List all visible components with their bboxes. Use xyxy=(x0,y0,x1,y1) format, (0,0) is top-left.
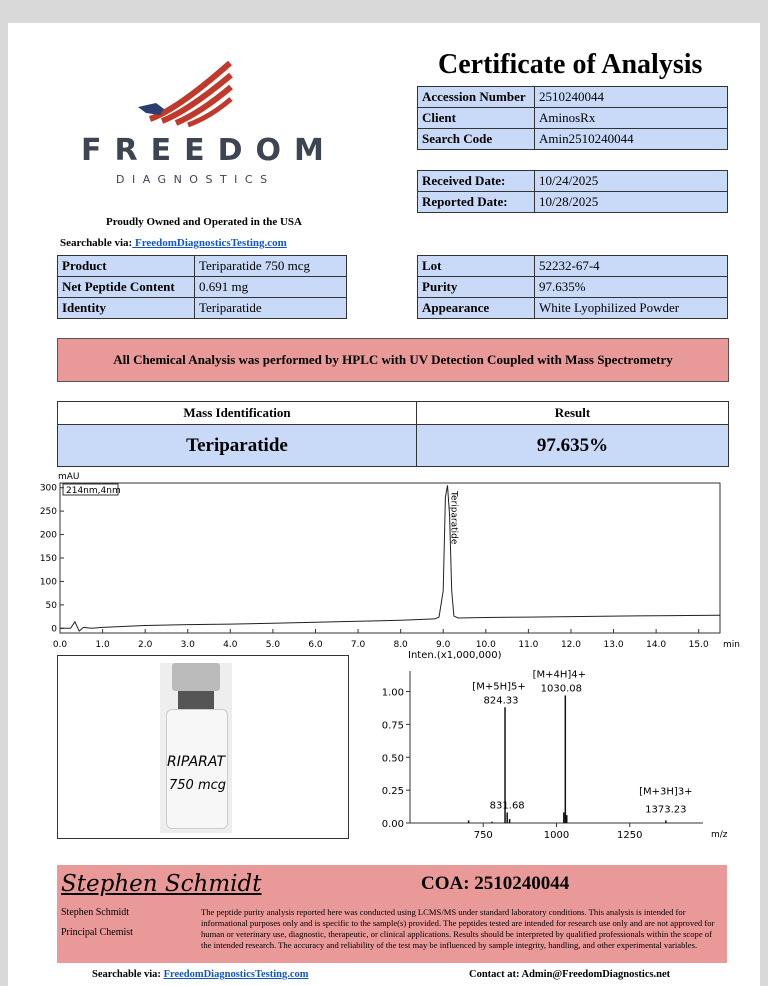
vial-neck xyxy=(178,691,214,709)
chemist-role: Principal Chemist xyxy=(61,927,133,938)
analysis-banner: All Chemical Analysis was performed by HPLC with UV Detection Coupled with Mass Spectrometry xyxy=(57,338,729,382)
logo-subtitle: DIAGNOSTICS xyxy=(116,173,275,186)
hplc-y-tick-label: 0 xyxy=(51,624,57,635)
hplc-x-tick-label: 4.0 xyxy=(223,640,238,647)
hplc-trace xyxy=(60,485,720,631)
ms-x-tick-label: 1000 xyxy=(543,830,570,841)
hplc-x-unit: min xyxy=(723,640,740,647)
signature: Stephen Schmidt xyxy=(61,871,262,897)
vial-body xyxy=(166,709,228,829)
logo-wordmark: FREEDOM xyxy=(81,133,337,168)
ms-y-tick-label: 0.00 xyxy=(381,819,404,830)
tagline: Proudly Owned and Operated in the USA xyxy=(106,216,302,228)
hplc-y-tick-label: 100 xyxy=(39,577,57,588)
hplc-x-tick-label: 13.0 xyxy=(603,640,624,647)
hplc-x-tick-label: 6.0 xyxy=(308,640,323,647)
hplc-y-unit: mAU xyxy=(58,472,80,482)
hplc-x-tick-label: 9.0 xyxy=(436,640,451,647)
hplc-plot-frame xyxy=(60,483,720,633)
ms-mz-label: 1373.23 xyxy=(645,804,687,816)
ms-mz-label: 824.33 xyxy=(483,695,519,707)
results-identity: Teriparatide xyxy=(58,425,417,466)
results-purity: 97.635% xyxy=(417,425,728,466)
hplc-x-tick-label: 10.0 xyxy=(475,640,496,647)
ms-y-tick-label: 0.25 xyxy=(381,786,404,798)
ms-x-tick-label: 1250 xyxy=(617,830,643,841)
hplc-x-tick-label: 5.0 xyxy=(265,640,281,647)
lot-table: Lot 52232-67-4 Purity 97.635% Appearance White Lyophilized Powder xyxy=(417,255,728,319)
ms-ion-label: [M+3H]3+ xyxy=(639,786,693,798)
ms-mz-label: 1030.08 xyxy=(540,683,582,695)
footer-panel xyxy=(57,865,727,963)
ms-mz-label: 831.68 xyxy=(489,800,525,812)
hplc-x-tick-label: 7.0 xyxy=(350,640,366,647)
results-header-mass: Mass Identification xyxy=(58,402,417,425)
hplc-x-tick-label: 15.0 xyxy=(688,640,709,647)
ms-y-tick-label: 1.00 xyxy=(381,687,404,699)
hplc-y-tick-label: 150 xyxy=(39,554,57,564)
eagle-flag-logo-icon xyxy=(138,61,238,131)
ms-y-tick-label: 0.75 xyxy=(381,720,404,732)
ms-x-unit: m/z xyxy=(711,830,728,840)
ms-y-tick-label: 0.50 xyxy=(381,753,404,765)
hplc-x-tick-label: 2.0 xyxy=(137,640,153,647)
ms-ion-label: [M+5H]5+ xyxy=(472,681,526,693)
hplc-peak-label: Teriparatide xyxy=(448,491,459,545)
vial-photo xyxy=(160,663,232,833)
certificate-page xyxy=(8,23,760,986)
hplc-x-tick-label: 8.0 xyxy=(393,640,408,647)
results-table xyxy=(57,401,729,467)
mass-spectrum-chart xyxy=(358,651,738,851)
product-table: Product Teriparatide 750 mcg Net Peptide Content 0.691 mg Identity Teriparatide xyxy=(57,255,347,319)
results-header-result: Result xyxy=(417,402,728,425)
footer-website-link[interactable]: FreedomDiagnosticsTesting.com xyxy=(163,969,309,980)
hplc-y-tick-label: 300 xyxy=(39,483,57,494)
hplc-chromatogram xyxy=(8,467,760,647)
vial-label-line1: RIPARAT xyxy=(167,754,226,770)
ms-y-label: Inten.(x1,000,000) xyxy=(408,651,502,661)
vial-photo-frame xyxy=(57,655,349,839)
page-title: Certificate of Analysis xyxy=(438,49,703,80)
hplc-y-tick-label: 200 xyxy=(39,530,57,541)
hplc-y-tick-label: 50 xyxy=(45,600,57,611)
chemist-name: Stephen Schmidt xyxy=(61,907,130,918)
ms-ion-label: [M+4H]4+ xyxy=(532,669,587,681)
vial-label-line2: 750 mcg xyxy=(169,778,227,793)
accession-table: Accession Number 2510240044 Client AminosRx Search Code Amin2510240044 xyxy=(417,86,728,150)
dates-table: Received Date: 10/24/2025 Reported Date: 10/28/2025 xyxy=(417,170,728,213)
hplc-channel-label: 214nm,4nm xyxy=(66,486,121,496)
hplc-x-tick-label: 0.0 xyxy=(52,640,68,647)
hplc-x-tick-label: 1.0 xyxy=(95,640,110,647)
disclaimer: The peptide purity analysis reported here was conducted using LCMS/MS under standard laboratory conditions. This analysis is intended for informational purposes only and is specific to the sample(s) provided. The peptides tested are intended for research use only and are not approved for human or veterinary use, diagnostic, therapeutic, or clinical applications. Results should be interpreted by qualified professionals within the scope of the intended research. The accuracy and reliability of the test may be influenced by sample integrity, handling, and other experimental variables. xyxy=(201,907,715,950)
ms-x-tick-label: 750 xyxy=(473,830,493,841)
hplc-y-tick-label: 250 xyxy=(39,507,57,518)
vial-cap xyxy=(172,663,220,691)
footer-search: Searchable via: FreedomDiagnosticsTesting.com xyxy=(92,969,309,980)
hplc-x-tick-label: 3.0 xyxy=(180,640,195,647)
hplc-x-tick-label: 11.0 xyxy=(518,640,539,647)
hplc-x-tick-label: 14.0 xyxy=(646,640,667,647)
contact-email: Contact at: Admin@FreedomDiagnostics.net xyxy=(469,969,671,980)
hplc-x-tick-label: 12.0 xyxy=(560,640,581,647)
website-link[interactable]: FreedomDiagnosticsTesting.com xyxy=(132,237,287,249)
coa-number: COA: 2510240044 xyxy=(421,873,570,894)
searchable-line: Searchable via: FreedomDiagnosticsTesting.com xyxy=(60,237,287,249)
